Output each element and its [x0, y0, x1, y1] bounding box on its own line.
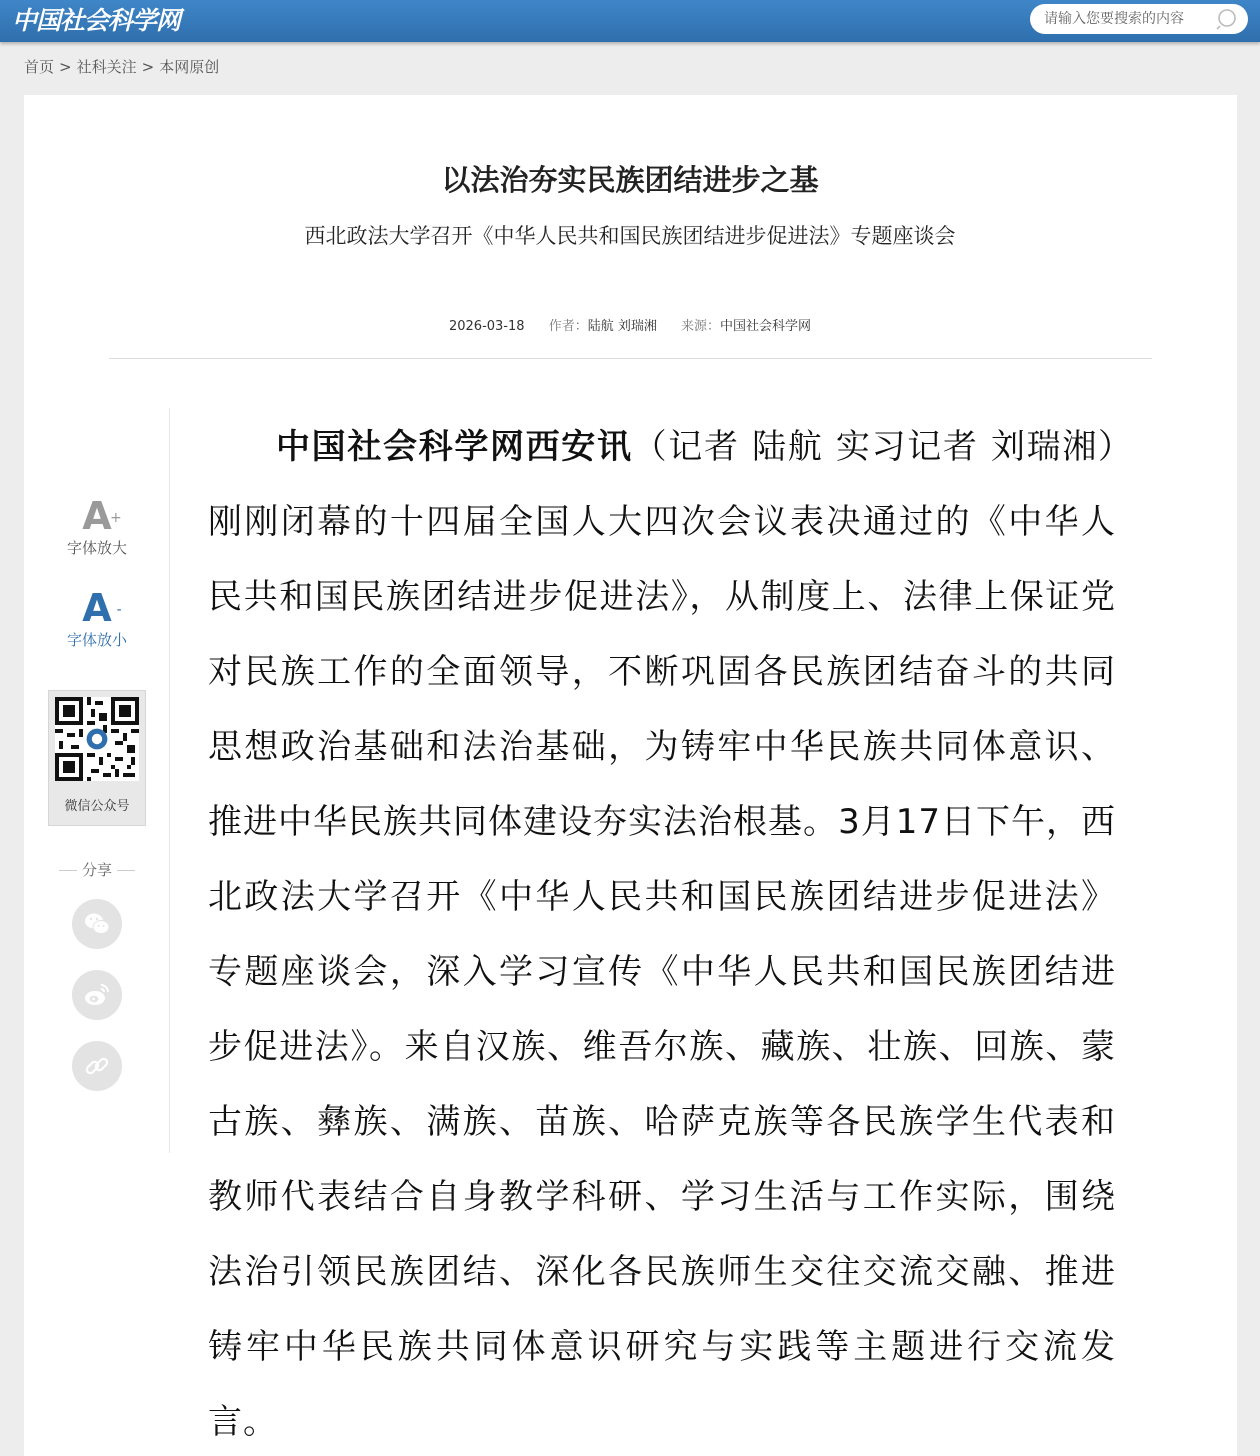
sidebar-divider: [169, 408, 170, 1153]
breadcrumb: [24, 56, 219, 78]
wechat-qr-panel: [48, 690, 146, 826]
weibo-icon: [82, 980, 112, 1010]
page-title: 以法治夯实民族团结进步之基: [441, 163, 819, 197]
meta-divider: [109, 358, 1152, 359]
article-text: （记者 陆航 实习记者 刘瑞湘）刚刚闭幕的十四届全国人大四次会议表决通过的《中华人民共和国民族团结进步促进法》，从制度上、法律上保证党对民族工作的全面领导，不断巩固各民族团结奋斗的共同思想政治基础和法治基础，为铸牢中华民族共同体意识、推进中华民族共同体建设夯实法治根基。3月17日下午，西北政法大学召开《中华人民共和国民族团结进步促进法》专题座谈会，深入学习宣传《中华人民共和国民族团结进步促进法》。来自汉族、维吾尔族、藏族、壮族、回族、蒙古族、彝族、满族、苗族、哈萨克族等各民族学生代表和教师代表结合自身教学科研、学习生活与工作实际，围绕法治引领民族团结、深化各民族师生交往交流交融、推进铸牢中华民族共同体意识研究与实践等主题进行交流发言。: [208, 427, 1117, 1442]
font-shrink-button[interactable]: [55, 588, 139, 650]
share-wechat-button[interactable]: [72, 899, 122, 949]
article-meta: [0, 317, 1260, 337]
font-enlarge-icon: A +: [82, 494, 122, 538]
search-input[interactable]: [1044, 8, 1204, 30]
font-shrink-icon: A -: [82, 586, 122, 630]
publish-date: 2026-03-18: [448, 319, 525, 334]
article-body: [208, 410, 1116, 1456]
page-subtitle: 西北政法大学召开《中华人民共和国民族团结进步促进法》专题座谈会: [304, 224, 956, 248]
qr-code-icon: [55, 697, 139, 781]
author-names: 陆航 刘瑞湘: [587, 319, 657, 334]
copy-link-button[interactable]: [72, 1041, 122, 1091]
breadcrumb-current[interactable]: 本网原创: [159, 58, 220, 76]
qr-label: 微信公众号: [64, 799, 130, 814]
search-icon[interactable]: [1216, 8, 1238, 30]
search-box[interactable]: [1030, 4, 1248, 34]
font-enlarge-button[interactable]: [55, 496, 139, 558]
font-shrink-label: 字体放小: [66, 631, 127, 649]
share-weibo-button[interactable]: [72, 970, 122, 1020]
source-label: 来源：: [680, 319, 720, 334]
font-enlarge-label: 字体放大: [66, 539, 127, 557]
breadcrumb-section[interactable]: 社科关注: [76, 58, 137, 76]
wechat-icon: [82, 909, 112, 939]
link-icon: [82, 1051, 112, 1081]
source-name: 中国社会科学网: [720, 319, 812, 334]
top-bar: [0, 0, 1260, 42]
article-paragraph: [208, 410, 1116, 1456]
share-title: 分享: [57, 860, 137, 880]
breadcrumb-separator: >: [141, 58, 155, 76]
breadcrumb-separator: >: [59, 58, 72, 76]
article-lead: 中国社会科学网西安讯: [276, 427, 633, 467]
author-label: 作者：: [548, 319, 588, 334]
site-logo[interactable]: 中国社会科学网: [12, 6, 181, 35]
breadcrumb-home[interactable]: 首页: [24, 58, 55, 76]
